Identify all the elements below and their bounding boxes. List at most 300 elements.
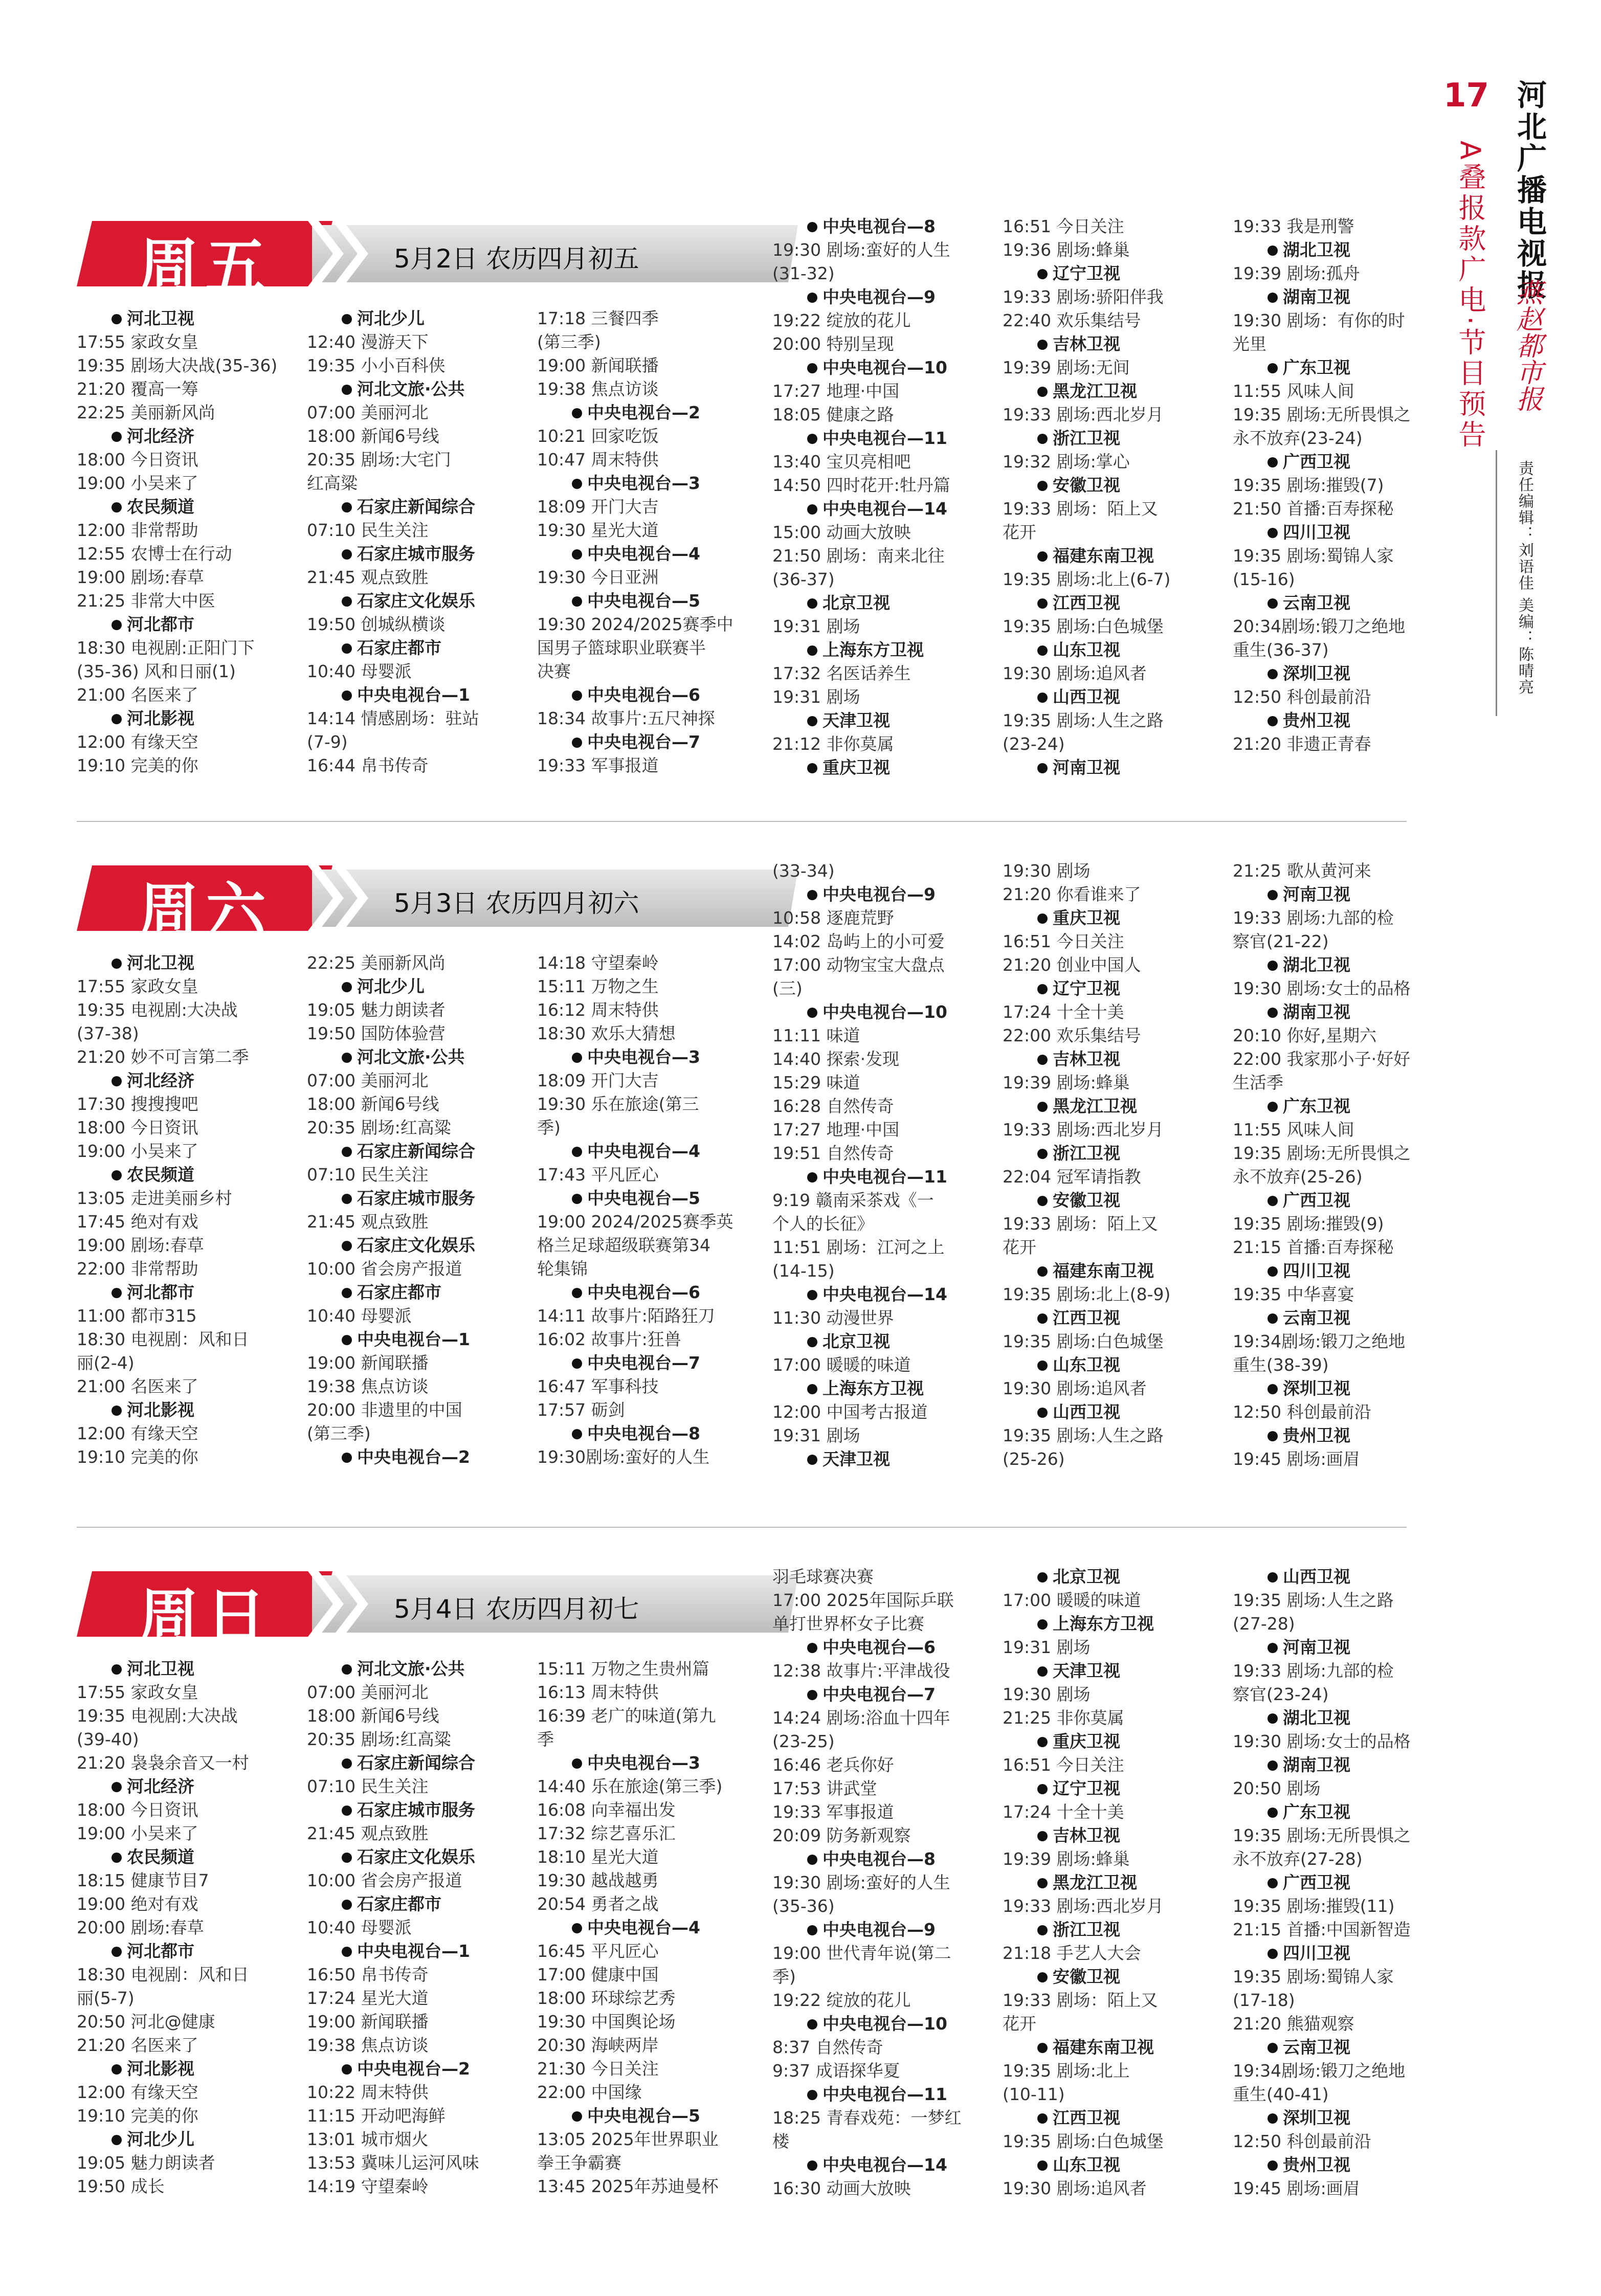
program-entry: 21:20 熊猫观察 bbox=[1233, 2014, 1354, 2034]
schedule-column bbox=[77, 1657, 249, 2198]
channel-name: 吉林卫视 bbox=[1003, 1824, 1164, 1847]
program-entry: 19:00 新闻联播 bbox=[537, 355, 659, 375]
channel-name: 石家庄新闻综合 bbox=[307, 495, 479, 519]
program-entry: 21:20 袅袅余音又一村 bbox=[77, 1753, 249, 1773]
program-entry: 17:55 家政女皇 bbox=[77, 332, 198, 352]
channel-name: 河北卫视 bbox=[77, 951, 249, 975]
channel-name: 石家庄都市 bbox=[307, 1281, 475, 1304]
channel-name: 中央电视台—2 bbox=[307, 1445, 475, 1469]
channel-name: 云南卫视 bbox=[1233, 591, 1411, 615]
program-entry: (25-26) bbox=[1003, 1449, 1065, 1469]
program-entry: 21:15 首播:中国新智造 bbox=[1233, 1920, 1411, 1940]
channel-name: 河北都市 bbox=[77, 1281, 249, 1304]
schedule-column bbox=[537, 307, 733, 777]
channel-name: 中央电视台—14 bbox=[772, 497, 950, 521]
program-entry: 10:40 母婴派 bbox=[307, 661, 412, 681]
program-entry: 13:01 城市烟火 bbox=[307, 2129, 429, 2149]
channel-name: 中央电视台—2 bbox=[537, 401, 733, 425]
program-entry: 19:35 剧场:白色城堡 bbox=[1003, 616, 1164, 636]
program-entry: (23-25) bbox=[772, 1731, 835, 1751]
program-entry: 19:33 剧场：陌上又 bbox=[1003, 1990, 1158, 2010]
program-entry: 19:33 剧场:九部的检 bbox=[1233, 1661, 1394, 1681]
channel-name: 辽宁卫视 bbox=[1003, 1777, 1164, 1800]
program-entry: 19:30 剧场:女士的品格 bbox=[1233, 978, 1411, 998]
channel-name: 河北少儿 bbox=[307, 975, 475, 998]
program-entry: 16:30 动画大放映 bbox=[772, 2178, 911, 2198]
program-entry: 13:05 2025年世界职业 bbox=[537, 2129, 719, 2149]
program-entry: 8:37 自然传奇 bbox=[772, 2037, 883, 2057]
program-entry: 20:35 剧场:红高粱 bbox=[307, 1729, 451, 1749]
program-entry: (10-11) bbox=[1003, 2084, 1065, 2104]
program-entry: 19:35 剧场:蜀锦人家 bbox=[1233, 1967, 1394, 1987]
program-entry: 21:00 名医来了 bbox=[77, 685, 198, 705]
program-entry: 18:30 电视剧:正阳门下 bbox=[77, 638, 255, 658]
program-entry: 18:00 今日资讯 bbox=[77, 1118, 198, 1138]
channel-name: 浙江卫视 bbox=[1003, 1142, 1170, 1165]
program-entry: 10:40 母婴派 bbox=[307, 1306, 412, 1326]
channel-name: 农民频道 bbox=[77, 1163, 249, 1187]
page-subtitle: A叠报款广电·节目预告 bbox=[1454, 141, 1486, 451]
channel-name: 云南卫视 bbox=[1233, 2036, 1411, 2059]
channel-name: 中央电视台—7 bbox=[537, 730, 733, 754]
channel-name: 中央电视台—5 bbox=[537, 589, 733, 613]
channel-name: 天津卫视 bbox=[1003, 1659, 1164, 1683]
channel-name: 贵州卫视 bbox=[1233, 2153, 1411, 2177]
program-entry: 17:18 三餐四季 bbox=[537, 308, 659, 328]
section-divider bbox=[77, 1527, 1407, 1528]
program-entry: 16:28 自然传奇 bbox=[772, 1096, 894, 1116]
program-entry: 生活季 bbox=[1233, 1073, 1283, 1093]
program-entry: 季) bbox=[537, 1118, 561, 1138]
program-entry: 19:35 剧场:白色城堡 bbox=[1003, 2131, 1164, 2151]
channel-name: 湖北卫视 bbox=[1233, 238, 1411, 262]
program-entry: 15:11 万物之生 bbox=[537, 976, 659, 996]
program-entry: 15:11 万物之生贵州篇 bbox=[537, 1659, 709, 1679]
program-entry: (37-38) bbox=[77, 1023, 139, 1043]
program-entry: 19:00 小吴来了 bbox=[77, 1141, 198, 1161]
program-entry: 16:44 帛书传奇 bbox=[307, 755, 429, 775]
channel-name: 中央电视台—14 bbox=[772, 1283, 947, 1306]
program-entry: 19:30 剧场:蛮好的人生 bbox=[772, 1873, 950, 1892]
program-entry: 19:35 剧场:北上(6-7) bbox=[1003, 569, 1171, 589]
program-entry: 19:00 世代青年说(第二 bbox=[772, 1943, 951, 1963]
program-entry: 07:10 民生关注 bbox=[307, 1776, 429, 1796]
channel-name: 河北文旅·公共 bbox=[307, 377, 479, 401]
program-entry: 20:30 海峡两岸 bbox=[537, 2035, 659, 2055]
program-entry: 19:00 新闻联播 bbox=[307, 2012, 429, 2032]
program-entry: (31-32) bbox=[772, 263, 835, 283]
program-entry: 重生(36-37) bbox=[1233, 640, 1329, 660]
channel-name: 北京卫视 bbox=[772, 591, 950, 615]
channel-name: 广东卫视 bbox=[1233, 1095, 1411, 1118]
program-entry: 12:00 有缘天空 bbox=[77, 2082, 198, 2102]
program-entry: 9:37 成语探华夏 bbox=[772, 2061, 900, 2081]
channel-name: 河南卫视 bbox=[1003, 756, 1170, 779]
program-entry: 国男子篮球职业联赛半 bbox=[537, 638, 706, 658]
program-entry: 14:50 四时花开:牡丹篇 bbox=[772, 475, 950, 495]
program-entry: 19:30 今日亚洲 bbox=[537, 567, 659, 587]
channel-name: 四川卫视 bbox=[1233, 1942, 1411, 1965]
paper-name: 河北广播电视报 bbox=[1512, 79, 1547, 301]
day-title: 周五 bbox=[138, 231, 274, 302]
program-entry: 21:20 你看谁来了 bbox=[1003, 884, 1141, 904]
day-date: 5月2日 农历四月初五 bbox=[394, 244, 639, 274]
channel-name: 中央电视台—9 bbox=[772, 883, 947, 906]
program-entry: 16:51 今日关注 bbox=[1003, 216, 1124, 236]
program-entry: 19:35 中华喜宴 bbox=[1233, 1284, 1354, 1304]
program-entry: 19:35 剧场大决战(35-36) bbox=[77, 355, 278, 375]
schedule-column bbox=[307, 307, 479, 777]
program-entry: 重生(38-39) bbox=[1233, 1355, 1329, 1375]
program-entry: 21:25 非你莫属 bbox=[1003, 1708, 1124, 1728]
day-title: 周六 bbox=[138, 875, 274, 946]
channel-name: 湖南卫视 bbox=[1233, 1753, 1411, 1777]
paper-logo: 燕赵都市报 bbox=[1511, 279, 1542, 412]
program-entry: 永不放弃(25-26) bbox=[1233, 1167, 1363, 1187]
program-entry: 19:35 电视剧:大决战 bbox=[77, 1706, 238, 1726]
program-entry: 11:11 味道 bbox=[772, 1026, 860, 1045]
program-entry: 10:47 周末特供 bbox=[537, 450, 659, 470]
program-entry: 19:33 我是刑警 bbox=[1233, 216, 1354, 236]
program-entry: 11:00 都市315 bbox=[77, 1306, 197, 1326]
program-entry: 22:25 美丽新风尚 bbox=[77, 403, 215, 422]
program-entry: (23-24) bbox=[1003, 734, 1065, 754]
program-entry: 21:20 覆高一筹 bbox=[77, 379, 198, 399]
program-entry: 14:40 乐在旅途(第三季) bbox=[537, 1776, 723, 1796]
channel-name: 山东卫视 bbox=[1003, 2153, 1164, 2177]
program-entry: 19:35 剧场:摧毁(11) bbox=[1233, 1896, 1395, 1916]
program-entry: 21:18 手艺人大会 bbox=[1003, 1943, 1141, 1963]
program-entry: 楼 bbox=[772, 2131, 789, 2151]
program-entry: 16:50 帛书传奇 bbox=[307, 1965, 429, 1985]
channel-name: 农民频道 bbox=[77, 495, 277, 519]
program-entry: (15-16) bbox=[1233, 569, 1295, 589]
program-entry: 19:39 剧场:蜂巢 bbox=[1003, 1849, 1130, 1869]
program-entry: 19:35 剧场:北上(8-9) bbox=[1003, 1284, 1171, 1304]
channel-name: 福建东南卫视 bbox=[1003, 2036, 1164, 2059]
channel-name: 北京卫视 bbox=[1003, 1565, 1164, 1589]
program-entry: 17:43 平凡匠心 bbox=[537, 1165, 659, 1185]
program-entry: 19:30 剧场 bbox=[1003, 1684, 1091, 1704]
program-entry: 17:27 地理·中国 bbox=[772, 1120, 900, 1140]
program-entry: 重生(40-41) bbox=[1233, 2084, 1329, 2104]
channel-name: 江西卫视 bbox=[1003, 1306, 1170, 1330]
page-number: 17 bbox=[1443, 77, 1489, 115]
program-entry: 18:00 新闻6号线 bbox=[307, 1706, 439, 1726]
channel-name: 广东卫视 bbox=[1233, 356, 1411, 380]
program-entry: (第三季) bbox=[307, 1423, 371, 1443]
program-entry: 07:10 民生关注 bbox=[307, 520, 429, 540]
program-entry: 19:30 剧场:追风者 bbox=[1003, 663, 1147, 683]
program-entry: 19:34剧场:锻刀之绝地 bbox=[1233, 2061, 1406, 2081]
channel-name: 福建东南卫视 bbox=[1003, 1259, 1170, 1283]
program-entry: 18:34 故事片:五尺神探 bbox=[537, 708, 715, 728]
program-entry: 19:30 剧场：有你的时 bbox=[1233, 310, 1405, 330]
program-entry: 16:02 故事片:狂兽 bbox=[537, 1329, 681, 1349]
program-entry: 19:35 剧场:人生之路 bbox=[1233, 1590, 1394, 1610]
program-entry: 永不放弃(23-24) bbox=[1233, 428, 1363, 448]
program-entry: 21:25 非常大中医 bbox=[77, 591, 215, 611]
program-entry: 21:20 非遗正青春 bbox=[1233, 734, 1371, 754]
channel-name: 中央电视台—6 bbox=[772, 1636, 962, 1659]
channel-name: 河北经济 bbox=[77, 1775, 249, 1798]
channel-name: 广东卫视 bbox=[1233, 1800, 1411, 1824]
program-entry: 19:00 新闻联播 bbox=[307, 1353, 429, 1373]
program-entry: (27-28) bbox=[1233, 1614, 1295, 1634]
program-entry: 19:30 乐在旅途(第三 bbox=[537, 1094, 699, 1114]
program-entry: 19:33 剧场:西北岁月 bbox=[1003, 405, 1164, 425]
program-entry: 花开 bbox=[1003, 522, 1036, 542]
channel-name: 辽宁卫视 bbox=[1003, 262, 1170, 285]
channel-name: 福建东南卫视 bbox=[1003, 544, 1170, 568]
program-entry: 17:45 绝对有戏 bbox=[77, 1212, 198, 1232]
program-entry: 13:40 宝贝亮相吧 bbox=[772, 452, 911, 472]
schedule-column bbox=[77, 951, 249, 1469]
program-entry: 21:00 名医来了 bbox=[77, 1376, 198, 1396]
program-entry: 11:30 动漫世界 bbox=[772, 1308, 894, 1328]
day-date: 5月3日 农历四月初六 bbox=[394, 888, 639, 918]
channel-name: 江西卫视 bbox=[1003, 2106, 1164, 2130]
program-entry: 11:55 风味人间 bbox=[1233, 381, 1354, 401]
program-entry: 19:30 剧场:追风者 bbox=[1003, 1378, 1147, 1398]
program-entry: 19:45 剧场:画眉 bbox=[1233, 1449, 1360, 1469]
channel-name: 中央电视台—11 bbox=[772, 2083, 962, 2106]
channel-name: 河北少儿 bbox=[307, 307, 479, 330]
channel-name: 石家庄城市服务 bbox=[307, 542, 479, 566]
channel-name: 石家庄新闻综合 bbox=[307, 1140, 475, 1163]
day-banner bbox=[77, 1565, 803, 1652]
program-entry: 察官(23-24) bbox=[1233, 1684, 1329, 1704]
program-entry: 18:05 健康之路 bbox=[772, 405, 894, 425]
program-entry: 18:09 开门大吉 bbox=[537, 1071, 659, 1090]
channel-name: 中央电视台—8 bbox=[537, 1422, 733, 1445]
program-entry: 21:45 观点致胜 bbox=[307, 1823, 429, 1843]
program-entry: 21:12 非你莫属 bbox=[772, 734, 894, 754]
program-entry: 14:40 探索·发现 bbox=[772, 1049, 900, 1069]
program-entry: 察官(21-22) bbox=[1233, 931, 1329, 951]
program-entry: 12:40 漫游天下 bbox=[307, 332, 429, 352]
program-entry: 18:09 开门大吉 bbox=[537, 497, 659, 517]
program-entry: 14:11 故事片:陌路狂刀 bbox=[537, 1306, 715, 1326]
channel-name: 安徽卫视 bbox=[1003, 1965, 1164, 1989]
day-banner bbox=[77, 215, 803, 302]
program-entry: 17:00 暖暖的味道 bbox=[772, 1355, 911, 1375]
program-entry: 13:53 冀味儿运河风味 bbox=[307, 2153, 479, 2173]
program-entry: 19:31 剧场 bbox=[1003, 1637, 1091, 1657]
program-entry: 19:30 剧场:追风者 bbox=[1003, 2178, 1147, 2198]
channel-name: 浙江卫视 bbox=[1003, 1918, 1164, 1942]
channel-name: 湖北卫视 bbox=[1233, 1706, 1411, 1730]
channel-name: 农民频道 bbox=[77, 1845, 249, 1869]
program-entry: 21:50 首播:百寿探秘 bbox=[1233, 499, 1394, 519]
program-entry: 07:00 美丽河北 bbox=[307, 1071, 429, 1090]
program-entry: 19:22 绽放的花儿 bbox=[772, 1990, 911, 2010]
program-entry: 18:30 欢乐大猜想 bbox=[537, 1023, 676, 1043]
channel-name: 河北文旅·公共 bbox=[307, 1657, 479, 1681]
channel-name: 中央电视台—1 bbox=[307, 1328, 475, 1351]
program-entry: 19:39 剧场:孤舟 bbox=[1233, 263, 1360, 283]
channel-name: 浙江卫视 bbox=[1003, 427, 1170, 450]
program-entry: 19:35 剧场:人生之路 bbox=[1003, 710, 1164, 730]
channel-name: 深圳卫视 bbox=[1233, 2106, 1411, 2130]
program-entry: 19:33 剧场：陌上又 bbox=[1003, 499, 1158, 519]
program-entry: 19:35 剧场:人生之路 bbox=[1003, 1425, 1164, 1445]
program-entry: (36-37) bbox=[772, 569, 835, 589]
program-entry: 19:33 剧场:骄阳伴我 bbox=[1003, 287, 1164, 307]
program-entry: 19:45 剧场:画眉 bbox=[1233, 2178, 1360, 2198]
program-entry: 07:00 美丽河北 bbox=[307, 403, 429, 422]
program-entry: 21:20 名医来了 bbox=[77, 2035, 198, 2055]
channel-name: 安徽卫视 bbox=[1003, 474, 1170, 497]
program-entry: 10:00 省会房产报道 bbox=[307, 1870, 462, 1890]
program-entry: 17:32 名医话养生 bbox=[772, 663, 911, 683]
day-banner bbox=[77, 859, 803, 946]
channel-name: 山西卫视 bbox=[1003, 1400, 1170, 1424]
program-entry: 19:35 剧场:摧毁(9) bbox=[1233, 1214, 1384, 1234]
program-entry: 19:00 剧场:春草 bbox=[77, 1235, 204, 1255]
program-entry: 18:00 今日资讯 bbox=[77, 450, 198, 470]
program-entry: 17:00 健康中国 bbox=[537, 1965, 659, 1985]
channel-name: 贵州卫视 bbox=[1233, 1424, 1411, 1447]
channel-name: 河北影视 bbox=[77, 1398, 249, 1422]
channel-name: 天津卫视 bbox=[772, 1447, 947, 1471]
channel-name: 石家庄文化娱乐 bbox=[307, 589, 479, 613]
program-entry: 19:33 剧场:西北岁月 bbox=[1003, 1120, 1164, 1140]
masthead-divider bbox=[1496, 450, 1497, 716]
program-entry: 19:00 小吴来了 bbox=[77, 473, 198, 493]
channel-name: 重庆卫视 bbox=[772, 756, 950, 779]
program-entry: 19:00 小吴来了 bbox=[77, 1823, 198, 1843]
channel-name: 河北影视 bbox=[77, 2057, 249, 2081]
program-entry: 19:38 焦点访谈 bbox=[307, 1376, 429, 1396]
program-entry: 12:50 科创最前沿 bbox=[1233, 1402, 1371, 1422]
program-entry: 季) bbox=[772, 1967, 796, 1987]
channel-name: 中央电视台—1 bbox=[307, 683, 479, 707]
program-entry: 红高粱 bbox=[307, 473, 358, 493]
program-entry: 19:35 剧场:白色城堡 bbox=[1003, 1331, 1164, 1351]
channel-name: 河北经济 bbox=[77, 1069, 249, 1093]
channel-name: 四川卫视 bbox=[1233, 1259, 1411, 1283]
program-entry: 19:30 星光大道 bbox=[537, 520, 659, 540]
program-entry: 12:00 有缘天空 bbox=[77, 732, 198, 752]
program-entry: 16:46 老兵你好 bbox=[772, 1755, 894, 1775]
channel-name: 江西卫视 bbox=[1003, 591, 1170, 615]
program-entry: 19:30 越战越勇 bbox=[537, 1870, 659, 1890]
channel-name: 河南卫视 bbox=[1233, 883, 1411, 906]
program-entry: 22:25 美丽新风尚 bbox=[307, 953, 446, 973]
program-entry: 12:55 农博士在行动 bbox=[77, 544, 232, 564]
channel-name: 中央电视台—10 bbox=[772, 2012, 962, 2036]
program-entry: (39-40) bbox=[77, 1729, 139, 1749]
channel-name: 石家庄都市 bbox=[307, 636, 479, 660]
channel-name: 中央电视台—7 bbox=[537, 1351, 733, 1375]
channel-name: 中央电视台—8 bbox=[772, 215, 950, 238]
program-entry: 20:50 河北@健康 bbox=[77, 2012, 215, 2032]
channel-name: 中央电视台—11 bbox=[772, 427, 950, 450]
program-entry: 22:00 我家那小子·好好 bbox=[1233, 1049, 1411, 1069]
channel-name: 深圳卫视 bbox=[1233, 1377, 1411, 1400]
program-entry: (三) bbox=[772, 978, 803, 998]
program-entry: 18:00 今日资讯 bbox=[77, 1800, 198, 1820]
program-entry: 19:35 小小百科侠 bbox=[307, 355, 446, 375]
channel-name: 中央电视台—1 bbox=[307, 1940, 479, 1963]
program-entry: 19:05 魅力朗读者 bbox=[77, 2153, 215, 2173]
program-entry: 20:54 勇者之战 bbox=[537, 1894, 659, 1914]
program-entry: 12:38 故事片:平津战役 bbox=[772, 1661, 950, 1681]
program-entry: 19:30 剧场:女士的品格 bbox=[1233, 1731, 1411, 1751]
program-entry: (35-36) 风和日丽(1) bbox=[77, 661, 236, 681]
program-entry: 20:35 剧场:大宅门 bbox=[307, 450, 451, 470]
channel-name: 河北卫视 bbox=[77, 1657, 249, 1681]
program-entry: 10:00 省会房产报道 bbox=[307, 1259, 462, 1279]
program-entry: 16:13 周末特供 bbox=[537, 1682, 659, 1702]
program-entry: 19:00 2024/2025赛季英 bbox=[537, 1212, 733, 1232]
program-entry: 17:24 十全十美 bbox=[1003, 1002, 1124, 1022]
program-entry: 丽(2-4) bbox=[77, 1353, 135, 1373]
channel-name: 河北少儿 bbox=[77, 2128, 249, 2151]
channel-name: 天津卫视 bbox=[772, 709, 950, 732]
program-entry: 19:00 剧场:春草 bbox=[77, 567, 204, 587]
channel-name: 中央电视台—6 bbox=[537, 683, 733, 707]
channel-name: 上海东方卫视 bbox=[772, 638, 950, 662]
channel-name: 北京卫视 bbox=[772, 1330, 947, 1353]
channel-name: 石家庄城市服务 bbox=[307, 1187, 475, 1210]
program-entry: 21:20 妙不可言第二季 bbox=[77, 1047, 249, 1067]
channel-name: 河北卫视 bbox=[77, 307, 277, 330]
channel-name: 石家庄城市服务 bbox=[307, 1798, 479, 1822]
program-entry: 拳王争霸赛 bbox=[537, 2153, 621, 2173]
program-entry: 19:35 剧场:北上 bbox=[1003, 2061, 1130, 2081]
channel-name: 中央电视台—9 bbox=[772, 1918, 962, 1942]
program-entry: 14:24 剧场:浴血十四年 bbox=[772, 1708, 950, 1728]
channel-name: 广西卫视 bbox=[1233, 450, 1411, 474]
program-entry: (35-36) bbox=[772, 1896, 835, 1916]
program-entry: 19:50 创城纵横谈 bbox=[307, 614, 446, 634]
channel-name: 吉林卫视 bbox=[1003, 332, 1170, 356]
channel-name: 黑龙江卫视 bbox=[1003, 1095, 1170, 1118]
program-entry: 19:51 自然传奇 bbox=[772, 1143, 894, 1163]
program-entry: 22:00 欢乐集结号 bbox=[1003, 1026, 1141, 1045]
program-entry: 21:20 创业中国人 bbox=[1003, 955, 1141, 975]
channel-name: 湖南卫视 bbox=[1233, 1000, 1411, 1024]
program-entry: 19:35 剧场:无所畏惧之 bbox=[1233, 405, 1411, 425]
schedule-column bbox=[1003, 859, 1170, 1471]
channel-name: 中央电视台—7 bbox=[772, 1683, 962, 1706]
program-entry: 15:00 动画大放映 bbox=[772, 522, 911, 542]
program-entry: 17:30 搜搜搜吧 bbox=[77, 1094, 198, 1114]
program-entry: 19:30 剧场:蛮好的人生 bbox=[772, 240, 950, 260]
schedule-column bbox=[1233, 1565, 1411, 2200]
program-entry: 17:55 家政女皇 bbox=[77, 976, 198, 996]
program-entry: 19:38 焦点访谈 bbox=[537, 379, 659, 399]
program-entry: 19:50 国防体验营 bbox=[307, 1023, 446, 1043]
program-entry: 20:09 防务新观察 bbox=[772, 1825, 911, 1845]
program-entry: 19:10 完美的你 bbox=[77, 755, 198, 775]
schedule-column bbox=[1233, 859, 1411, 1471]
program-entry: 21:15 首播:百寿探秘 bbox=[1233, 1237, 1394, 1257]
program-entry: 18:15 健康节目7 bbox=[77, 1870, 209, 1890]
program-entry: 22:04 冠军请指教 bbox=[1003, 1167, 1141, 1187]
schedule-column bbox=[1233, 215, 1411, 756]
program-entry: 20:00 特别呈现 bbox=[772, 334, 894, 354]
schedule-column bbox=[77, 307, 277, 777]
program-entry: 19:34剧场:锻刀之绝地 bbox=[1233, 1331, 1406, 1351]
program-entry: 格兰足球超级联赛第34 bbox=[537, 1235, 710, 1255]
channel-name: 石家庄都市 bbox=[307, 1892, 479, 1916]
program-entry: 19:35 电视剧:大决战 bbox=[77, 1000, 238, 1020]
program-entry: 19:30 2024/2025赛季中 bbox=[537, 614, 733, 634]
channel-name: 中央电视台—6 bbox=[537, 1281, 733, 1304]
